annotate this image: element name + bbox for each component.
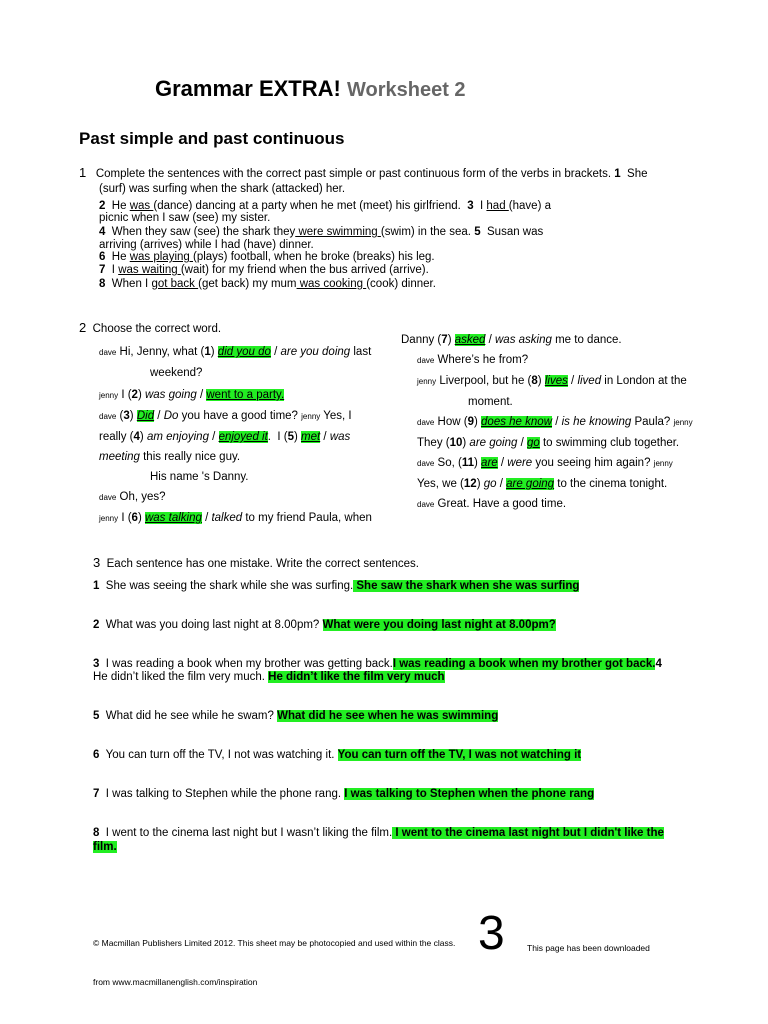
ex3-item-2: 2 What was you doing last night at 8.00pm? What were you doing last night at 8.00pm? xyxy=(93,619,556,631)
ex3-item-3: 3 I was reading a book when my brother was getting back.I was reading a book when my brother got back.4 xyxy=(93,658,662,670)
ex3-item-7: 7 I was talking to Stephen while the phone rang. I was talking to Stephen when the phone rang xyxy=(93,788,595,800)
ex3-item-5: 5 What did he see while he swam? What did he see when he was swimming xyxy=(93,710,499,722)
ex1-instruction-line: 1 Complete the sentences with the correct past simple or past continuous form of the verbs in brackets. 1 She xyxy=(79,165,648,180)
ex1-line-5: arriving (arrives) while I had (have) dinner. xyxy=(99,239,314,251)
ex1-line-7: 7 I was waiting (wait) for my friend when the bus arrived (arrive). xyxy=(99,264,429,276)
ex1-line-4: 4 When they saw (see) the shark they were swimming (swim) in the sea. 5 Susan was xyxy=(99,226,544,238)
ex1-line-8: 8 When I got back (get back) my mum was cooking (cook) dinner. xyxy=(99,278,436,290)
source-url: from www.macmillanenglish.com/inspiration xyxy=(93,977,258,987)
ex3-item-6: 6 You can turn off the TV, I not was watching it. You can turn off the TV, I was not watching it xyxy=(93,749,582,761)
ex1-line-2: 2 He was (dance) dancing at a party when he met (meet) his girlfriend. 3 I had (have) a xyxy=(99,200,551,212)
ex3-item-8-cont: film. xyxy=(93,841,117,853)
ex2-instruction: 2 Choose the correct word. xyxy=(79,320,222,335)
page-number: 3 xyxy=(478,907,505,960)
ex2-right-column: Danny (7) asked / was asking me to dance. dave Where’s he from? jenny Liverpool, but he (8) lives / lived in London at the moment. dave How (9) does he know / is he knowing Paula? jenny They (10) are going / go to swimming club together. dave So, (11) are / were you seeing him again? jenny Yes, we (12) go / are going to the cinema tonight. dave Great. Have a good time. xyxy=(401,334,693,510)
ex2-left-column: dave Hi, Jenny, what (1) did you do / are you doing last weekend? jenny I (2) was going / went to a party. dave (3) Did / Do you have a good time? jenny Yes, I really (4) am enjoying / enjoyed it. I (5) met / was meeting this really nice guy. His name 's Danny. dave Oh, yes? jenny I (6) was talking / talked to my friend Paula, when xyxy=(99,346,372,524)
ex3-item-4: He didn’t liked the film very much. He didn’t like the film very much xyxy=(93,671,445,683)
worksheet-title: Grammar EXTRA! Worksheet 2 xyxy=(155,76,466,101)
ex3-instruction: 3 Each sentence has one mistake. Write the correct sentences. xyxy=(93,555,419,570)
ex3-item-1: 1 She was seeing the shark while she was surfing. She saw the shark when she was surfing xyxy=(93,580,580,592)
ex1-line-1: (surf) was surfing when the shark (attacked) her. xyxy=(99,183,346,195)
worksheet-subtitle: Worksheet 2 xyxy=(346,79,466,101)
download-notice: This page has been downloaded xyxy=(527,943,650,953)
section-heading: Past simple and past continuous xyxy=(79,129,345,148)
ex3-item-8: 8 I went to the cinema last night but I wasn’t liking the film. I went to the cinema last night but I didn't like the xyxy=(93,827,664,839)
ex1-line-3: picnic when I saw (see) my sister. xyxy=(99,212,271,224)
copyright-notice: © Macmillan Publishers Limited 2012. This sheet may be photocopied and used within the class. xyxy=(93,938,456,948)
ex1-line-6: 6 He was playing (plays) football, when he broke (breaks) his leg. xyxy=(99,251,435,263)
